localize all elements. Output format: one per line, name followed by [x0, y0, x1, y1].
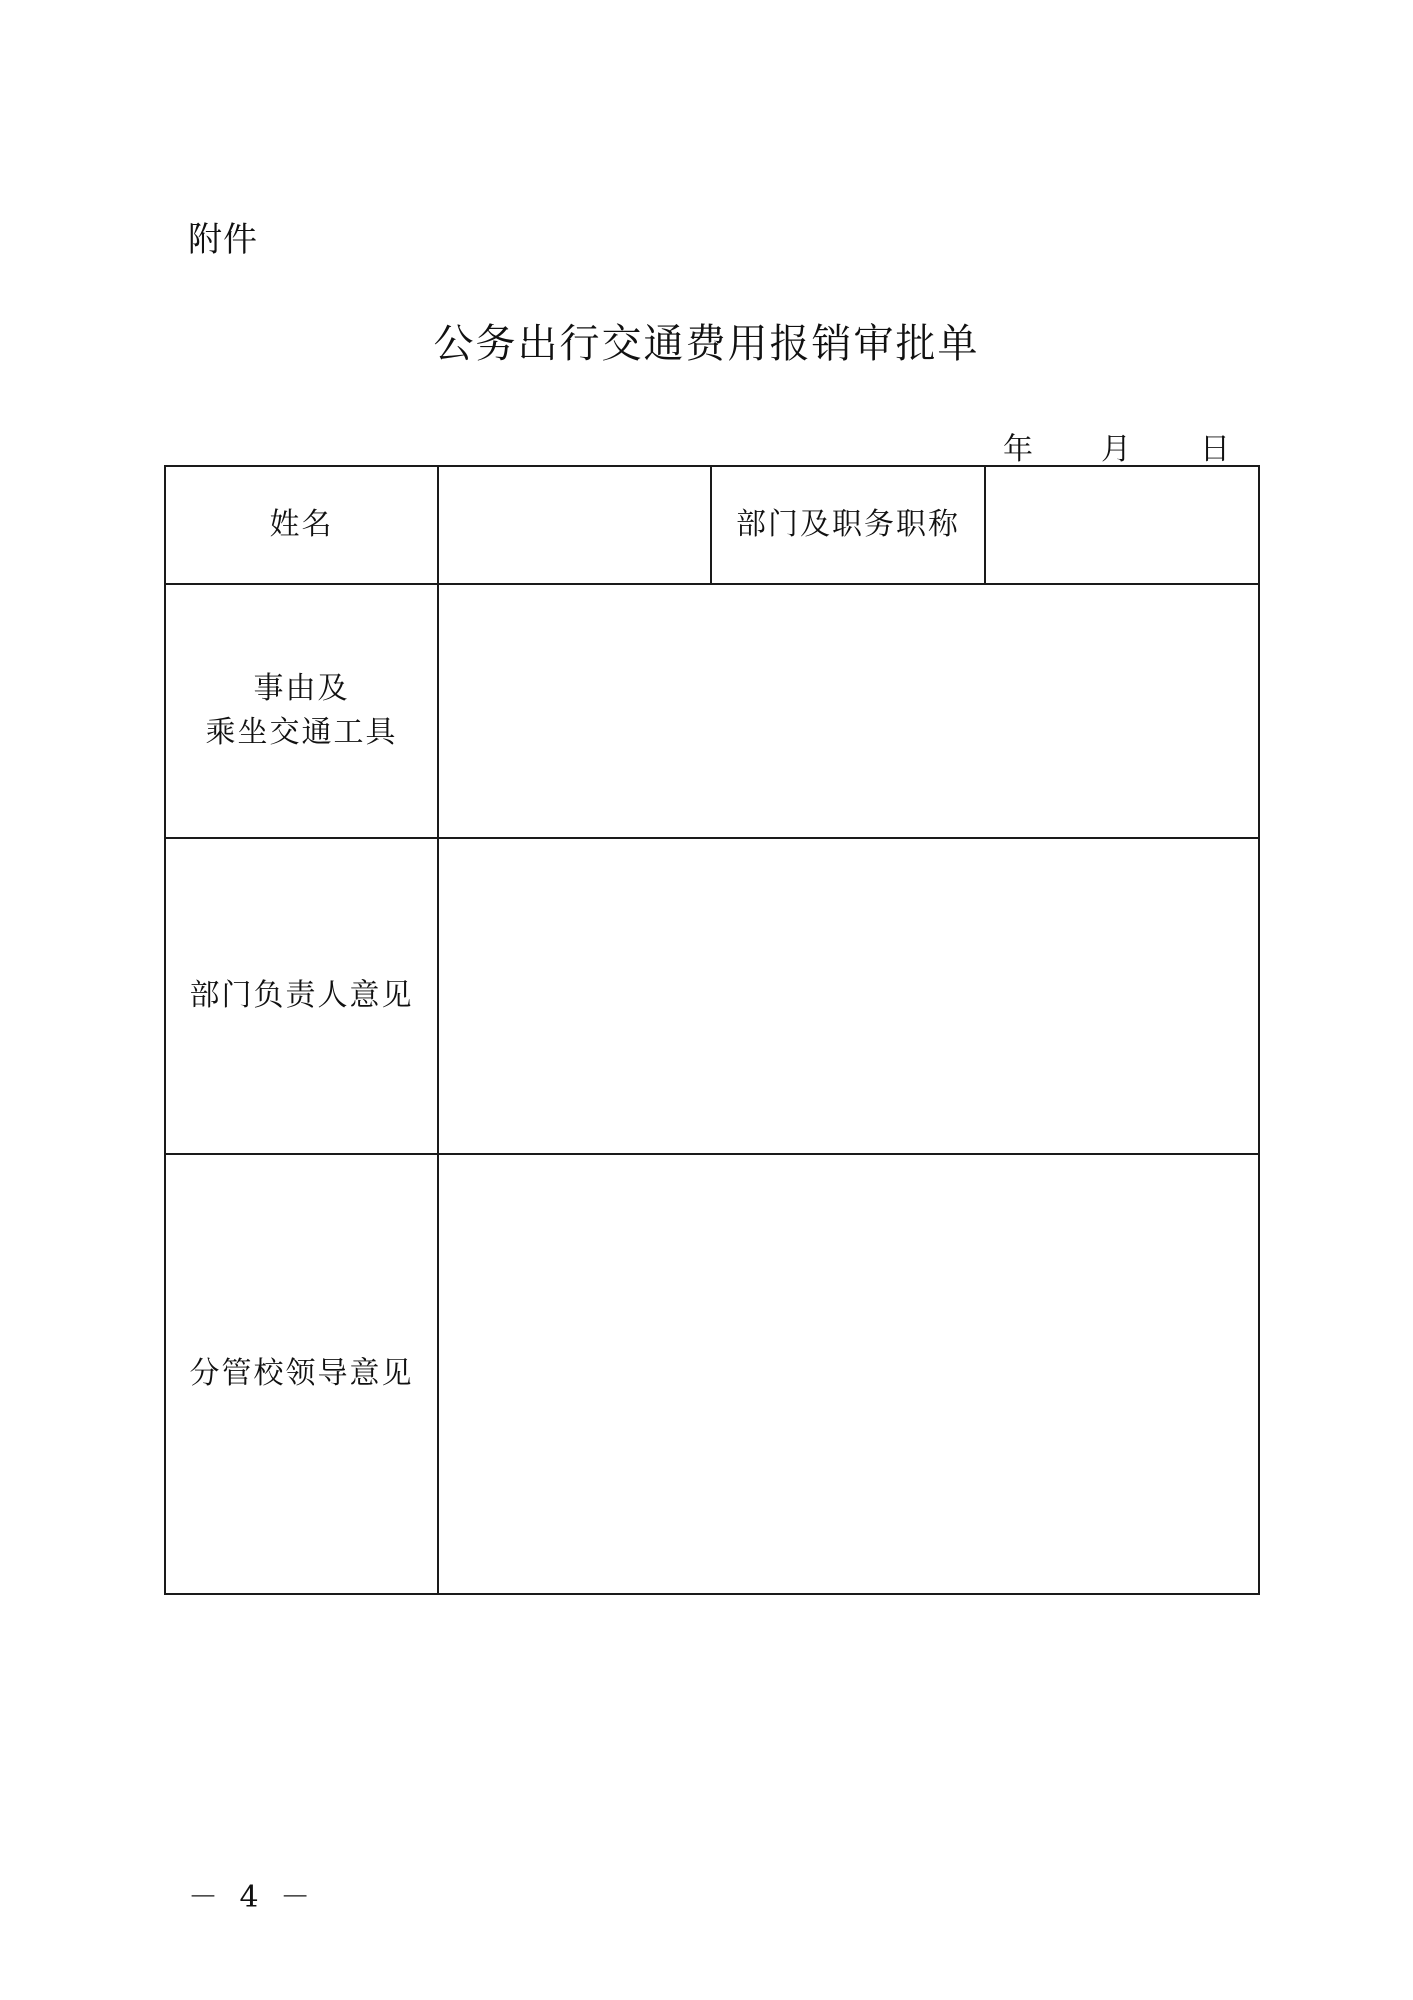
- name-field[interactable]: [438, 466, 711, 584]
- date-day-label: 日: [1200, 432, 1230, 467]
- attachment-label: 附件: [188, 220, 258, 260]
- date-month-label: 月: [1101, 432, 1131, 467]
- dept-head-opinion-field[interactable]: [438, 838, 1259, 1154]
- reason-label: [165, 584, 438, 838]
- leader-opinion-label: 分管校领导意见: [165, 1154, 438, 1594]
- reason-label-line2: 乘坐交通工具: [205, 715, 398, 750]
- name-label: 姓名: [165, 466, 438, 584]
- form-row-leader: [165, 1154, 1259, 1594]
- reason-field[interactable]: [438, 584, 1259, 838]
- form-row-name: [165, 466, 1259, 584]
- form-row-dept-head: [165, 838, 1259, 1154]
- dept-head-opinion-label: 部门负责人意见: [165, 838, 438, 1154]
- dept-title-label: 部门及职务职称: [711, 466, 985, 584]
- dept-title-field[interactable]: [985, 466, 1259, 584]
- page-number: － 4 －: [188, 1880, 317, 1915]
- date-line: [0, 424, 1413, 467]
- form-row-reason: [165, 584, 1259, 838]
- date-year-label: 年: [1003, 432, 1033, 467]
- leader-opinion-field[interactable]: [438, 1154, 1259, 1594]
- approval-form-table: [164, 465, 1260, 1595]
- document-title: 公务出行交通费用报销审批单: [433, 321, 980, 367]
- reason-label-line1: 事由及: [253, 671, 350, 706]
